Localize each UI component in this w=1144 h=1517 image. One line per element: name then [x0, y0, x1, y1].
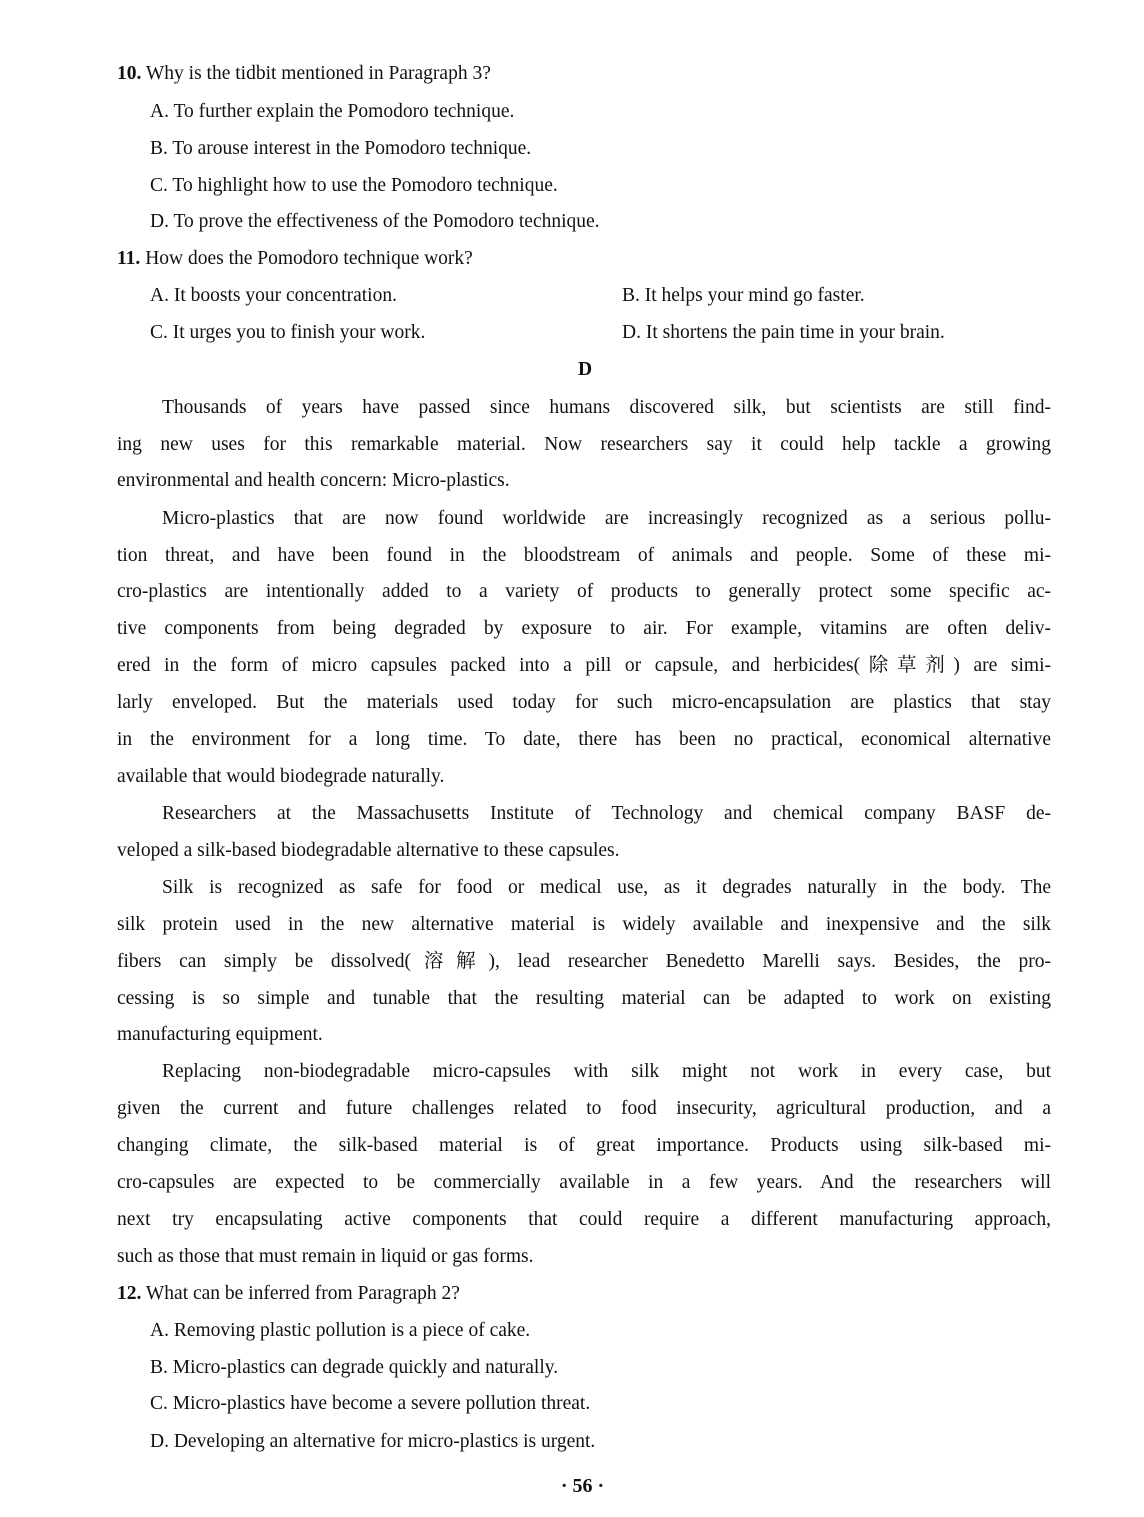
paragraph-line: cessing is so simple and tunable that the resulting material can be adapted to work on existing	[117, 988, 1051, 1009]
question-12-option-c: C. Micro-plastics have become a severe pollution threat.	[150, 1393, 591, 1414]
paragraph-line: tion threat, and have been found in the bloodstream of animals and people. Some of these mi-	[117, 545, 1051, 566]
question-number: 11.	[117, 248, 141, 269]
paragraph-line: ing new uses for this remarkable material. Now researchers say it could help tackle a growing	[117, 434, 1051, 455]
question-11-option-d: D. It shortens the pain time in your brain.	[622, 322, 945, 343]
paragraph-line: Thousands of years have passed since humans discovered silk, but scientists are still find-	[162, 397, 1051, 418]
question-10-option-c: C. To highlight how to use the Pomodoro technique.	[150, 175, 558, 196]
question-12-option-b: B. Micro-plastics can degrade quickly and naturally.	[150, 1357, 559, 1378]
question-10-option-a: A. To further explain the Pomodoro technique.	[150, 101, 515, 122]
paragraph-line: Silk is recognized as safe for food or medical use, as it degrades naturally in the body. The	[162, 877, 1051, 898]
section-heading: D	[577, 359, 593, 380]
paragraph-line: tive components from being degraded by exposure to air. For example, vitamins are often deliv-	[117, 618, 1051, 639]
question-10-option-d: D. To prove the effectiveness of the Pomodoro technique.	[150, 211, 600, 232]
question-text: Why is the tidbit mentioned in Paragraph 3?	[141, 63, 491, 84]
paragraph-line: cro-capsules are expected to be commercially available in a few years. And the researchers will	[117, 1172, 1051, 1193]
paragraph-line: manufacturing equipment.	[117, 1024, 323, 1045]
question-12-option-d: D. Developing an alternative for micro-plastics is urgent.	[150, 1431, 596, 1452]
question-11-stem	[117, 247, 473, 271]
paragraph-line: environmental and health concern: Micro-plastics.	[117, 470, 510, 491]
paragraph-line: larly enveloped. But the materials used today for such micro-encapsulation are plastics that stay	[117, 692, 1051, 713]
paragraph-line: in the environment for a long time. To date, there has been no practical, economical alternative	[117, 729, 1051, 750]
paragraph-line: cro-plastics are intentionally added to a variety of products to generally protect some specific ac-	[117, 581, 1051, 602]
paragraph-line: given the current and future challenges related to food insecurity, agricultural production, and a	[117, 1098, 1051, 1119]
paragraph-line: next try encapsulating active components that could require a different manufacturing approach,	[117, 1209, 1051, 1230]
question-10-option-b: B. To arouse interest in the Pomodoro technique.	[150, 138, 532, 159]
paragraph-line: fibers can simply be dissolved(溶解), lead researcher Benedetto Marelli says. Besides, the pro-	[117, 951, 1051, 972]
paragraph-line: Replacing non-biodegradable micro-capsules with silk might not work in every case, but	[162, 1061, 1051, 1082]
paragraph-line: available that would biodegrade naturally.	[117, 766, 445, 787]
paragraph-line: Researchers at the Massachusetts Institute of Technology and chemical company BASF de-	[162, 803, 1051, 824]
question-text: How does the Pomodoro technique work?	[140, 248, 473, 269]
question-11-option-b: B. It helps your mind go faster.	[622, 285, 865, 306]
question-number: 12.	[117, 1283, 142, 1304]
question-number: 10.	[117, 63, 142, 84]
question-11-option-c: C. It urges you to finish your work.	[150, 322, 426, 343]
paragraph-line: silk protein used in the new alternative material is widely available and inexpensive and the silk	[117, 914, 1051, 935]
page-number: · 56 ·	[560, 1475, 605, 1497]
question-10-stem	[117, 62, 491, 86]
paragraph-line: Micro-plastics that are now found worldwide are increasingly recognized as a serious pollu-	[162, 508, 1051, 529]
question-12-stem	[117, 1282, 460, 1306]
question-11-option-a: A. It boosts your concentration.	[150, 285, 397, 306]
paragraph-line: veloped a silk-based biodegradable alternative to these capsules.	[117, 840, 620, 861]
paragraph-line: ered in the form of micro capsules packed into a pill or capsule, and herbicides(除草剂) are simi-	[117, 655, 1051, 676]
question-text: What can be inferred from Paragraph 2?	[141, 1283, 460, 1304]
question-12-option-a: A. Removing plastic pollution is a piece of cake.	[150, 1320, 531, 1341]
paragraph-line: changing climate, the silk-based material is of great importance. Products using silk-based mi-	[117, 1135, 1051, 1156]
paragraph-line: such as those that must remain in liquid or gas forms.	[117, 1246, 534, 1267]
